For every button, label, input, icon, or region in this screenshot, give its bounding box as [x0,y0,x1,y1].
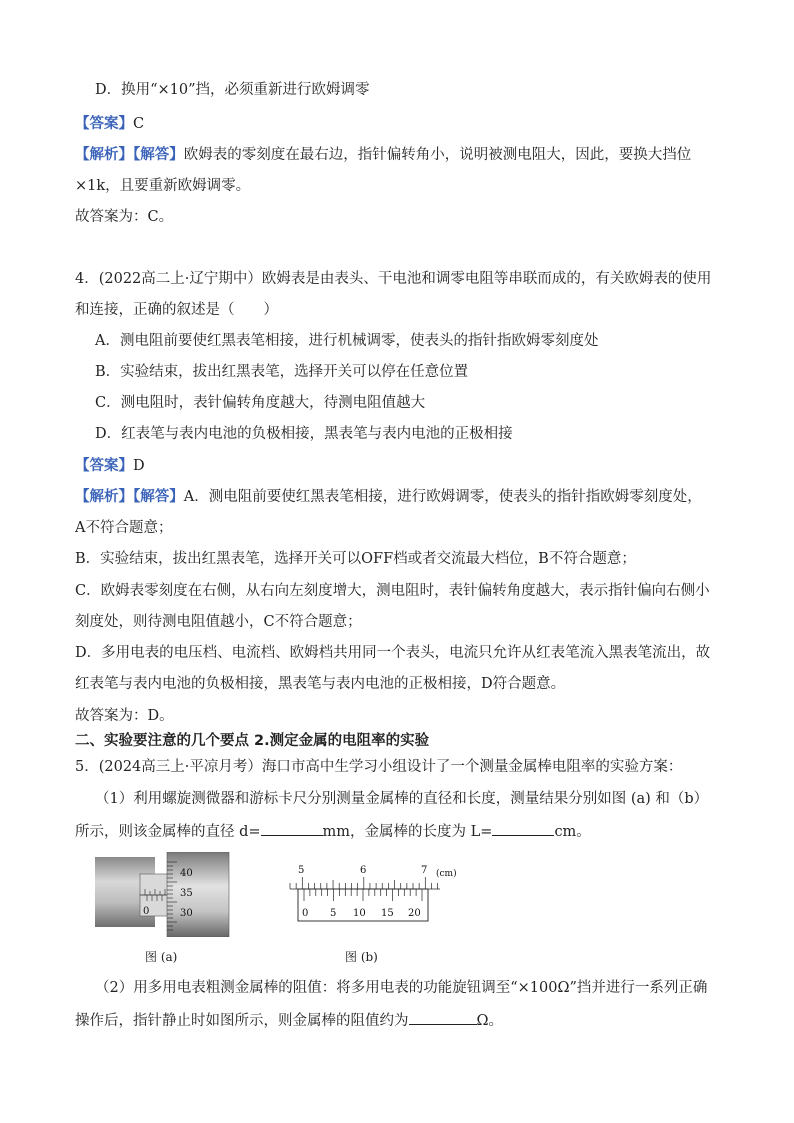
q3-analysis-text1: 欧姆表的零刻度在最右边，指针偏转角小，说明被测电阻大，因此，要换大挡位 [183,147,692,163]
q3-answer-line [75,114,144,134]
q5-part1-line1: （1）利用螺旋测微器和游标卡尺分别测量金属棒的直径和长度，测量结果分别如图 (a) 和（b） [95,791,709,807]
analysis-tag: 【解析】 [75,488,133,505]
q4-option-c: C．测电阻时，表针偏转角度越大，待测电阻值越大 [95,395,426,411]
sleeve-label: 0 [143,906,150,917]
analysis-tag: 【解析】 [75,146,133,163]
vernier-caliper-figure [280,862,465,924]
main-scale-ticks [290,877,438,889]
main-scale-label-5: 5 [298,865,305,876]
vernier-label-10: 10 [353,908,366,919]
q3-analysis-line1 [75,145,691,165]
q3-analysis-line2: ×1k，且要重新欧姆调零。 [75,178,251,194]
answer-tag: 【答案】 [75,115,133,132]
vernier-ticks [304,889,422,901]
q4-analysis-line6: D．多用电表的电压档、电流档、欧姆档共用同一个表头，电流只允许从红表笔流入黑表笔流出，故 [75,645,711,661]
vernier-label-15: 15 [381,908,394,919]
q4-analysis-text1: A．测电阻前要使红黑表笔相接，进行欧姆调零，使表头的指针指欧姆零刻度处， [183,489,702,505]
q4-answer-line [75,456,145,476]
q4-option-d: D．红表笔与表内电池的负极相接，黑表笔与表内电池的正极相接 [95,426,513,442]
main-scale-label-7: 7 [421,865,428,876]
q5-part1-line2 [75,820,591,842]
vernier-label-0: 0 [302,908,309,919]
resistance-answer-blank[interactable] [409,1009,477,1025]
q4-analysis-line1 [75,487,702,507]
q3-option-d: D．换用“×10”挡，必须重新进行欧姆调零 [95,82,370,98]
q5-part2-line1: （2）用多用电表粗测金属棒的阻值：将多用电表的功能旋钮调至“×100Ω”挡并进行一系列正确 [95,980,708,996]
q3-final-answer: 故答案为：C。 [75,209,174,225]
q4-option-a: A．测电阻前要使红黑表笔相接，进行机械调零，使表头的指针指欧姆零刻度处 [95,333,599,349]
micrometer-thimble [167,852,229,937]
micrometer-figure [95,852,235,937]
q4-option-b: B．实验结束，拔出红黑表笔，选择开关可以停在任意位置 [95,364,469,380]
solve-tag: 【解答】 [133,488,184,505]
q5-part1-text-b: mm，金属棒的长度为 L= [322,824,493,840]
q5-part2-text-b: Ω。 [476,1013,504,1029]
thimble-label-35: 35 [180,888,193,899]
thimble-label-30: 30 [180,908,193,919]
vernier-label-5: 5 [330,908,337,919]
q5-part1-text-c: cm。 [554,824,591,840]
q4-analysis-line5: 刻度处，则待测电阻值越小，C不符合题意； [75,614,362,630]
q4-analysis-line7: 红表笔与表内电池的负极相接，黑表笔与表内电池的正极相接，D符合题意。 [75,676,566,692]
q4-stem-line1: 4．(2022高二上·辽宁期中）欧姆表是由表头、干电池和调零电阻等串联而成的，有关欧姆表的使用 [75,271,712,287]
q3-answer: C [133,116,145,132]
q4-analysis-line4: C．欧姆表零刻度在右侧，从右向左刻度增大，测电阻时，表针偏转角度越大，表示指针偏向右侧小 [75,583,710,599]
section-heading: 二、实验要注意的几个要点 2.测定金属的电阻率的实验 [75,733,430,749]
thimble-label-40: 40 [180,868,193,879]
q4-answer: D [133,458,145,474]
q5-part2-text-a: 操作后，指针静止时如图所示，则金属棒的阻值约为 [75,1013,409,1029]
q4-stem-line2: 和连接，正确的叙述是（ ） [75,302,278,318]
figure-a-caption: 图 (a) [145,950,178,964]
length-answer-blank[interactable] [492,820,554,836]
vernier-label-20: 20 [408,908,421,919]
q5-part2-line2 [75,1009,503,1031]
solve-tag: 【解答】 [133,146,184,163]
answer-tag: 【答案】 [75,457,133,474]
q4-final-answer: 故答案为：D。 [75,708,174,724]
main-scale-label-6: 6 [360,865,367,876]
diameter-answer-blank[interactable] [261,820,323,836]
q4-analysis-line2: A不符合题意； [75,520,173,536]
q4-analysis-line3: B．实验结束，拔出红黑表笔，选择开关可以OFF档或者交流最大档位，B不符合题意； [75,551,636,567]
unit-label: (cm) [436,869,457,879]
figure-b-caption: 图 (b) [345,950,378,964]
q5-stem: 5．(2024高三上·平凉月考）海口市高中生学习小组设计了一个测量金属棒电阻率的实验方案： [75,759,683,775]
q5-part1-text-a: 所示，则该金属棒的直径 d= [75,824,261,840]
